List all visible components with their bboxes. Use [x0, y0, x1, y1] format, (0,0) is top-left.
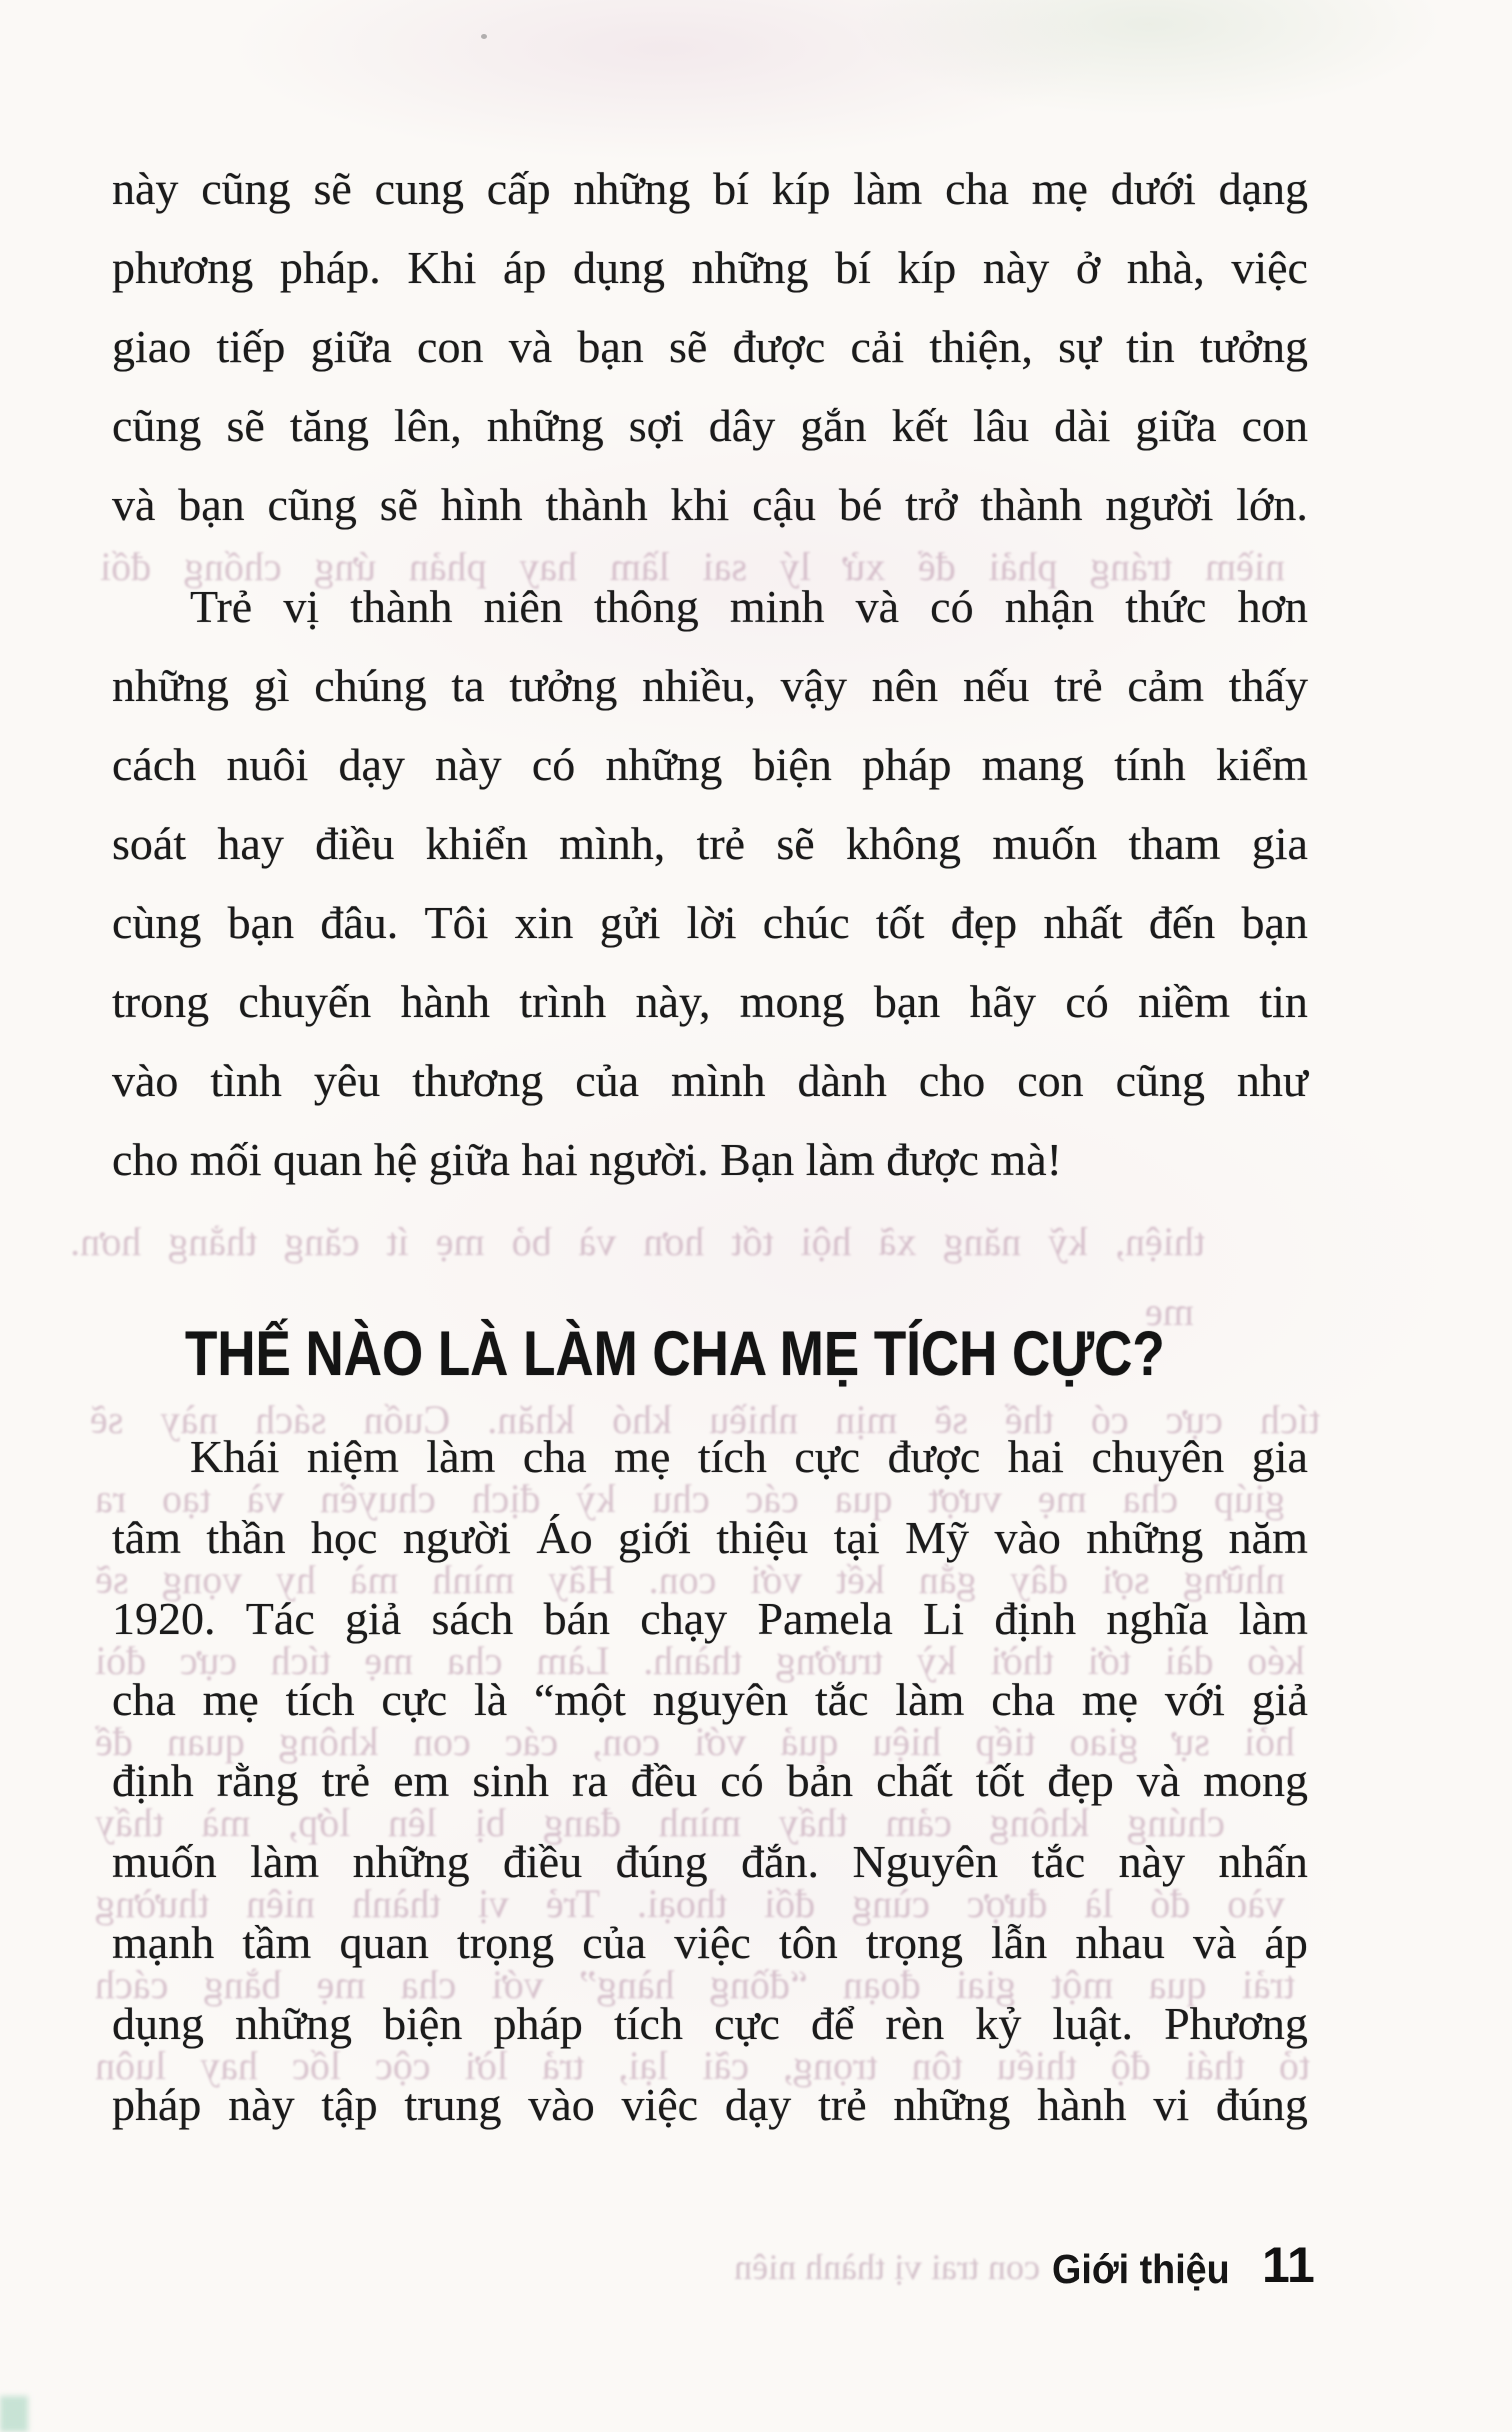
bleedthrough-line: kéo dài tới thời kỳ trưởng thành. Làm cha mẹ tích cực đòi: [95, 1638, 1305, 1683]
bleedthrough-line: tỏ thái độ thiếu tôn trọng, cãi lại, trả lời cộc lốc hay luôn: [95, 2043, 1310, 2088]
text-line: những gì chúng ta tưởng nhiều, vậy nên nếu trẻ cảm thấy: [112, 660, 1308, 711]
text-line: cách nuôi dạy này có những biện pháp mang tính kiểm: [112, 739, 1308, 790]
scan-speck: [481, 34, 487, 39]
footer-section-label: Giới thiệu: [1052, 2246, 1230, 2292]
text-line: Trẻ vị thành niên thông minh và có nhận thức hơn: [190, 581, 1308, 632]
text-line: cùng bạn đâu. Tôi xin gửi lời chúc tốt đẹp nhất đến bạn: [112, 897, 1308, 948]
bleedthrough-line: giúp cha mẹ vượt qua các chu kỳ địch chuyển và tạo ra: [95, 1476, 1285, 1521]
footer-bleedthrough-text: con trai vị thành niên: [734, 2247, 1040, 2287]
bleedthrough-line: hỏi sự giao tiếp hiệu quả với con, các con không quan để: [95, 1719, 1295, 1764]
bleedthrough-fragment: me: [1145, 1289, 1194, 1334]
scan-corner-artifact: [0, 2396, 28, 2432]
text-line: này cũng sẽ cung cấp những bí kíp làm cha mẹ dưới dạng: [112, 163, 1308, 214]
text-line: mạnh tầm quan trọng của việc tôn trọng lẫn nhau và áp: [112, 1917, 1308, 1968]
text-line: cũng sẽ tăng lên, những sợi dây gắn kết lâu dài giữa con: [112, 400, 1308, 451]
footer-page-number: 11: [1262, 2237, 1315, 2293]
text-line: cha mẹ tích cực là “một nguyên tắc làm cha mẹ với giả: [112, 1674, 1308, 1725]
text-line: tâm thần học người Áo giới thiệu tại Mỹ vào những năm: [112, 1512, 1308, 1563]
bleedthrough-line: chúng không cảm thấy mình đang bị lên lớp, mà thấy: [95, 1800, 1225, 1845]
bleedthrough-line: vào đó là được cùng đối thoại. Trẻ vị thành niên thường: [95, 1881, 1285, 1926]
text-line: phương pháp. Khi áp dụng những bí kíp này ở nhà, việc: [112, 242, 1308, 293]
text-line: trong chuyến hành trình này, mong bạn hãy có niềm tin: [112, 976, 1308, 1027]
text-line: 1920. Tác giả sách bán chạy Pamela Li định nghĩa làm: [112, 1593, 1308, 1644]
text-line: Khái niệm làm cha mẹ tích cực được hai chuyên gia: [190, 1431, 1308, 1482]
text-line: pháp này tập trung vào việc dạy trẻ những hành vi đúng: [112, 2079, 1308, 2130]
bleedthrough-line: những sợi dây gắn kết với con. Hãy mình mà hy vọng sẽ: [95, 1557, 1285, 1602]
text-line: giao tiếp giữa con và bạn sẽ được cải thiện, sự tin tưởng: [112, 321, 1308, 372]
text-line: định rằng trẻ em sinh ra đều có bản chất tốt đẹp và mong: [112, 1755, 1308, 1806]
bleedthrough-line: trải qua một giai đoạn “đồng hàng” với cha mẹ bằng cách: [95, 1962, 1295, 2007]
section-heading: THẾ NÀO LÀ LÀM CHA MẸ TÍCH CỰC?: [185, 1319, 1165, 1389]
text-line: vào tình yêu thương của mình dành cho con cũng như: [112, 1055, 1308, 1106]
text-line: soát hay điều khiển mình, trẻ sẽ không muốn tham gia: [112, 818, 1308, 869]
text-line: dụng những biện pháp tích cực để rèn kỷ luật. Phương: [112, 1998, 1308, 2049]
bleedthrough-line: tích cực có thể sẽ mịn nhiều khó khăn. Cuốn sách này sẽ: [90, 1397, 1320, 1442]
text-line: muốn làm những điều đúng đắn. Nguyên tắc này nhấn: [112, 1836, 1308, 1887]
text-line: cho mối quan hệ giữa hai người. Bạn làm được mà!: [112, 1134, 1062, 1185]
bleedthrough-line: thiện, kỹ năng xã hội tốt hơn và bỏ mẹ ít căng thẳng hơn.: [70, 1219, 1205, 1264]
bleedthrough-line: niềm tráng phải để xử lý sai lầm hay phản ứng chống đối: [100, 544, 1285, 589]
text-line: và bạn cũng sẽ hình thành khi cậu bé trở thành người lớn.: [112, 479, 1308, 530]
